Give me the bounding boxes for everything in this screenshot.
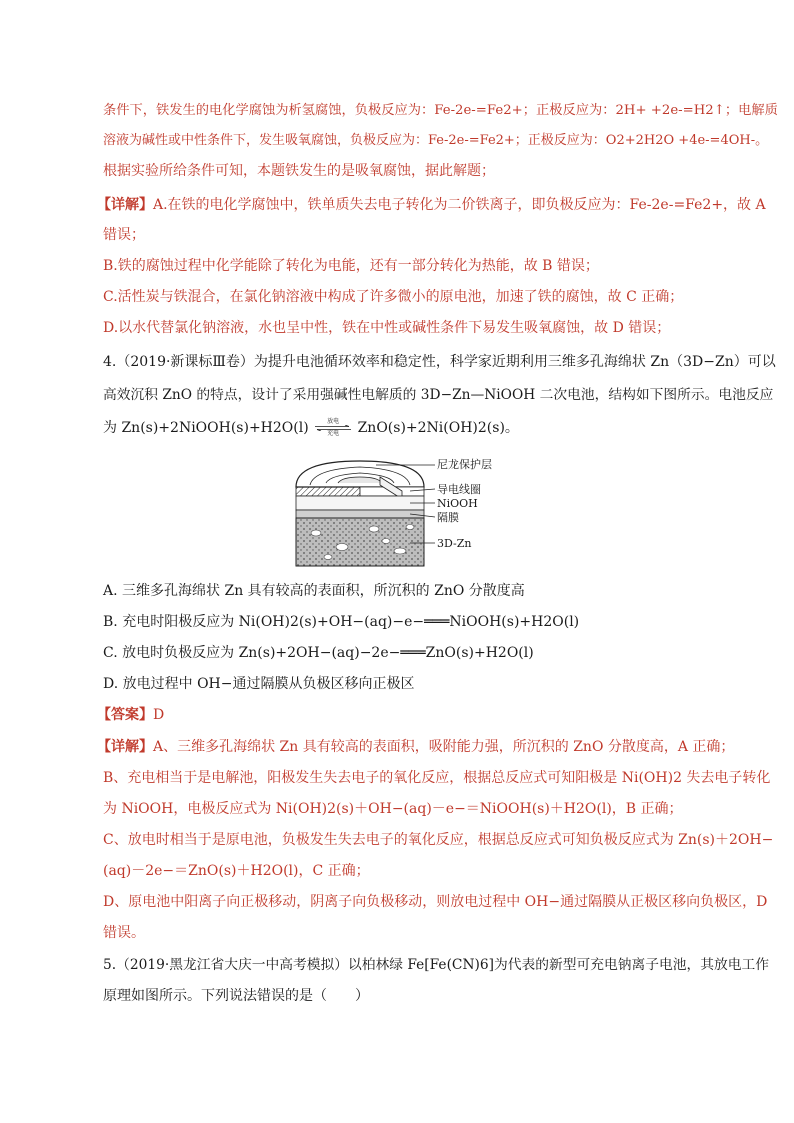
q3-detail-line-5: D.以水代替氯化钠溶液，水也呈中性，铁在中性或碱性条件下易发生吸氧腐蚀，故 D 错误； (103, 320, 671, 336)
q4-detail-tag: 【详解】 (97, 739, 153, 755)
q4-stem-line-1: 4.（2019·新课标Ⅲ卷）为提升电池循环效率和稳定性，科学家近期利用三维多孔海绵状 Zn（3D−Zn）可以 (103, 354, 776, 370)
q5-stem-line-2: 原理如图所示。下列说法错误的是（ ） (103, 988, 369, 1004)
q4-reaction-line (103, 419, 519, 437)
q4-detail-line-2: B、充电相当于是电解池，阳极发生失去电子的氧化反应，根据总反应式可知阳极是 Ni(OH)2 失去电子转化 (103, 770, 771, 786)
q4-answer-tag: 【答案】 (97, 707, 153, 723)
diagram-label-nylon-layer: 尼龙保护层 (437, 458, 492, 471)
diagram-label-niooh: NiOOH (437, 497, 478, 510)
q4-option-a: A. 三维多孔海绵状 Zn 具有较高的表面积，所沉积的 ZnO 分散度高 (103, 583, 525, 599)
intro-line-2: 溶液为碱性或中性条件下，发生吸氧腐蚀，负极反应为：Fe-2e-=Fe2+；正极反应为：O2+2H2O +4e-=4OH-。 (103, 133, 769, 148)
q4-option-c: C. 放电时负极反应为 Zn(s)+2OH−(aq)−2e−═══ZnO(s)+H2O(l) (103, 645, 534, 661)
q4-detail-line-6: D、原电池中阳离子向正极移动，阴离子向负极移动，则放电过程中 OH−通过隔膜从正极区移向负极区，D (103, 894, 768, 910)
q3-detail-line-2: 错误； (103, 227, 145, 243)
q4-option-d: D. 放电过程中 OH−通过隔膜从负极区移向正极区 (103, 676, 415, 692)
diagram-label-conductive-coil: 导电线圈 (437, 483, 481, 496)
diagram-label-3d-zn: 3D-Zn (437, 537, 472, 550)
q3-detail-line-1 (97, 196, 766, 214)
q4-stem-line-2: 高效沉积 ZnO 的特点，设计了采用强碱性电解质的 3D−Zn—NiOOH 二次电池，结构如下图所示。电池反应 (103, 387, 774, 403)
battery-cross-section-figure (290, 455, 490, 575)
diagram-label-separator: 隔膜 (437, 511, 459, 524)
q4-detail-line-7: 错误。 (103, 925, 145, 941)
q4-detail-line-1 (97, 738, 734, 756)
q3-detail-tag: 【详解】 (97, 197, 153, 213)
q4-answer-line (97, 706, 164, 724)
q4-detail-text-1: A、三维多孔海绵状 Zn 具有较高的表面积，吸附能力强，所沉积的 ZnO 分散度高，A 正确； (153, 739, 735, 755)
arrow-label-charge: 充电 (327, 430, 340, 437)
q4-answer-value: D (153, 707, 165, 723)
q5-stem-line-1: 5.（2019·黑龙江省大庆一中高考模拟）以柏林绿 Fe[Fe(CN)6]为代表的新型可充电钠离子电池，其放电工作 (103, 957, 769, 973)
q4-detail-line-5: (aq)－2e−＝ZnO(s)＋H2O(l)，C 正确； (103, 863, 370, 879)
q4-option-b: B. 充电时阳极反应为 Ni(OH)2(s)+OH−(aq)−e−═══NiOOH(s)+H2O(l) (103, 614, 580, 630)
q4-detail-line-4: C、放电时相当于是原电池，负极发生失去电子的氧化反应，根据总反应式可知负极反应式为 Zn(s)＋2OH− (103, 832, 774, 848)
intro-line-3: 根据实验所给条件可知，本题铁发生的是吸氧腐蚀，据此解题； (103, 163, 495, 179)
reaction-right: ZnO(s)+2Ni(OH)2(s)。 (357, 420, 519, 436)
reaction-left: 为 Zn(s)+2NiOOH(s)+H2O(l) (103, 420, 309, 436)
q3-detail-line-4: C.活性炭与铁混合，在氯化钠溶液中构成了许多微小的原电池，加速了铁的腐蚀，故 C 正确； (103, 289, 684, 305)
q4-detail-line-3: 为 NiOOH，电极反应式为 Ni(OH)2(s)＋OH−(aq)－e−＝NiOOH(s)＋H2O(l)，B 正确； (103, 801, 683, 817)
q3-detail-line-3: B.铁的腐蚀过程中化学能除了转化为电能，还有一部分转化为热能，故 B 错误； (103, 258, 599, 274)
reversible-arrow (313, 419, 353, 437)
intro-line-1: 条件下，铁发生的电化学腐蚀为析氢腐蚀，负极反应为：Fe-2e-=Fe2+；正极反应为：2H+ +2e-=H2↑；电解质 (103, 103, 778, 118)
q3-detail-text-1: A.在铁的电化学腐蚀中，铁单质失去电子转化为二价铁离子，即负极反应为：Fe-2e-=Fe2+，故 A (153, 197, 766, 213)
battery-structure-diagram (290, 455, 490, 575)
arrow-label-discharge: 放电 (327, 418, 340, 425)
